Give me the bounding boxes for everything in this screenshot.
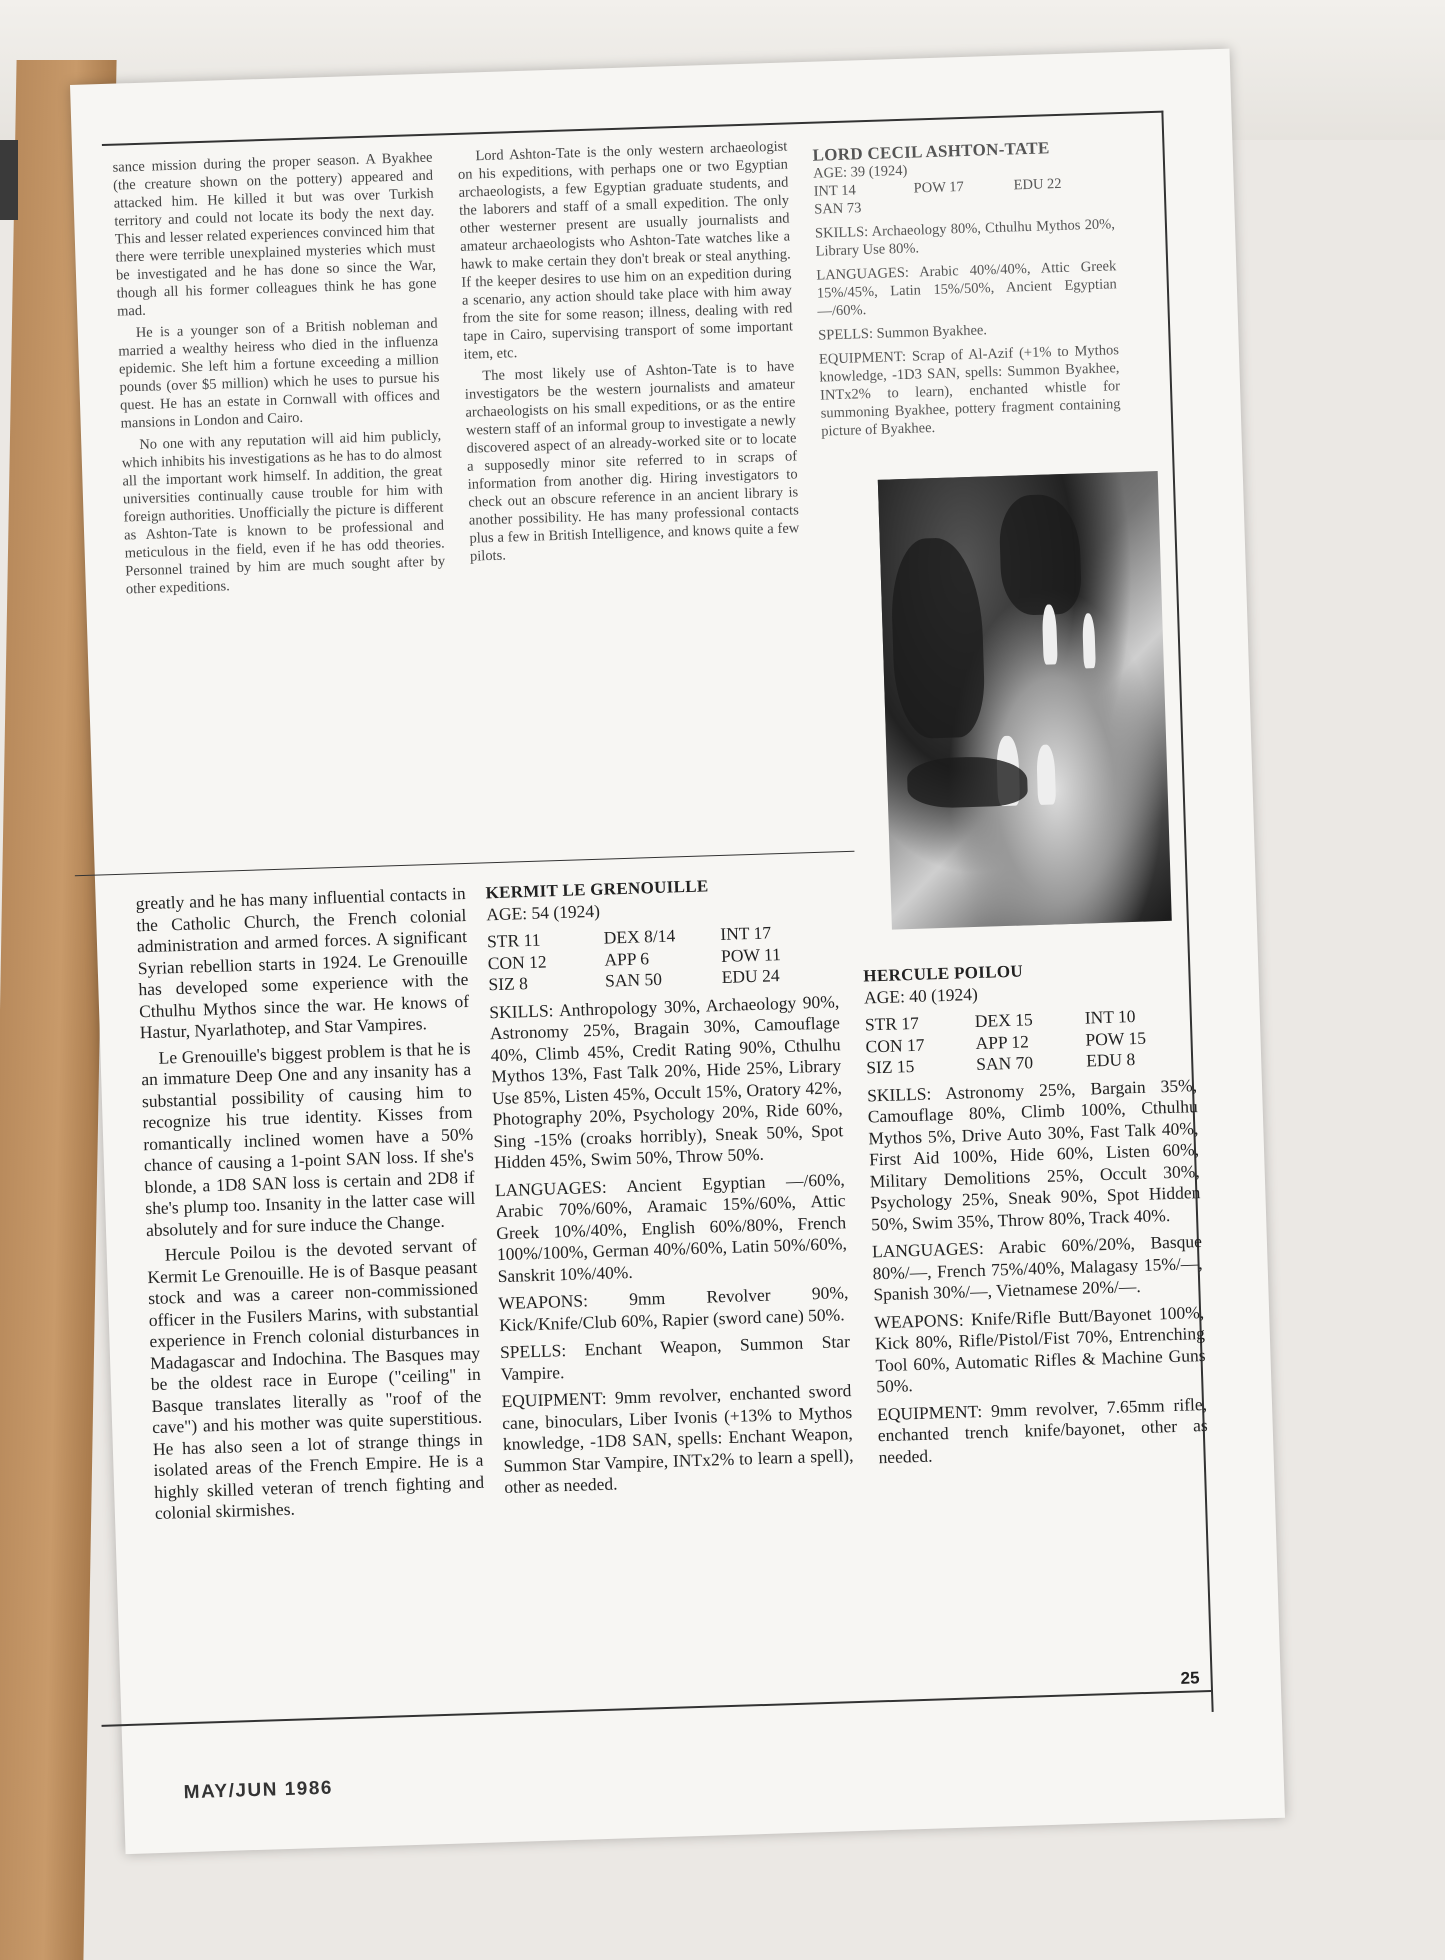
stat: POW 15 <box>1085 1027 1147 1050</box>
stat: INT 10 <box>1084 1005 1136 1028</box>
paragraph: sance mission during the proper season. A Byakhee (the creature shown on the pottery) appeared and attacked him. He killed it but was over Turkish territory and could not locate its body the next day. This and lesser related experiences convinced him that there were terrible unexplained mysteries which must be investigated and he has done so since the War, though all his former colleagues think he has gone mad. <box>112 149 437 320</box>
stat: SIZ 8 <box>488 973 529 995</box>
skills: SKILLS: Archaeology 80%, Cthulhu Mythos 20%, Library Use 80%. <box>814 216 1116 260</box>
hercule-stat-block <box>863 955 1209 1474</box>
magazine-page <box>70 49 1285 1855</box>
kermit-stat-block <box>485 871 854 1504</box>
stat: POW 11 <box>720 943 782 966</box>
equipment: EQUIPMENT: 9mm revolver, enchanted sword cane, binoculars, Liber Ivonis (+13% to Mythos knowledge, -1D8 SAN, spells: Enchant Weapon, Summon Star Vampire, INTx2% to learn a spell), other as needed. <box>501 1380 854 1498</box>
character-age: AGE: 39 (1924) <box>812 162 908 182</box>
page-number: 25 <box>1180 1668 1200 1688</box>
equipment: EQUIPMENT: 9mm revolver, 7.65mm rifle, enchanted trench knife/bayonet, other as needed. <box>876 1393 1208 1467</box>
stat: CON 12 <box>487 950 547 973</box>
issue-date: MAY/JUN 1986 <box>183 1777 334 1804</box>
spells: SPELLS: Enchant Weapon, Summon Star Vampire. <box>499 1331 851 1384</box>
stat: INT 14 <box>813 182 856 200</box>
paragraph: Lord Ashton-Tate is the only western archaeologist on his expeditions, with perhaps one or two Egyptian archaeologists, a few Egyptian graduate students, and the laborers and staff of a small expedition. The only other westerner present are usually journalists and amateur archaeologists who Ashton-Tate watches like a hawk to make certain they don't break or steal anything. If the keeper desires to use him on an expedition during a scenario, any action should take place with him away from the site for some reason; illness, dealing with red tape in Cairo, supervising transport of some important item, etc. <box>457 138 794 363</box>
spells: SPELLS: Summon Byakhee. <box>817 322 988 344</box>
column-2-top <box>457 138 800 570</box>
paragraph: Le Grenouille's biggest problem is that he is an immature Deep One and any insanity has a substantial possibility of causing him to recognize his true identity. Kisses from romantically inclined women have a 50% chance of causing a 1-point SAN loss. If she's blonde, a 1D8 SAN loss is certain and 2D8 if she's plump too. Insanity in the latter case will absolutely and for sure induce the Change. <box>140 1037 476 1240</box>
equipment: EQUIPMENT: Scrap of Al-Azif (+1% to Mythos knowledge, -1D3 SAN, spells: Summon Byakhee, INTx2% to learn), enchanted whistle for summoning Byakhee, pottery fragment containing picture of Byakhee. <box>818 342 1121 440</box>
character-name: LORD CECIL ASHTON-TATE <box>812 138 1050 165</box>
stat: SAN 50 <box>604 968 663 991</box>
stat: STR 11 <box>486 929 541 952</box>
character-name: HERCULE POILOU <box>863 961 1024 986</box>
character-age: AGE: 40 (1924) <box>863 983 979 1008</box>
skills: SKILLS: Astronomy 25%, Bargain 35%, Camouflage 80%, Climb 100%, Cthulhu Mythos 5%, Drive Auto 30%, Fast Talk 40%, First Aid 100%, Hide 60%, Listen 60%, Military Demolitions 25%, Occult 30%, Psychology 25%, Sneak 90%, Spot Hidden 50%, Swim 35%, Throw 80%, Track 40%. <box>866 1074 1201 1234</box>
stat: SIZ 15 <box>865 1055 915 1078</box>
languages: LANGUAGES: Ancient Egyptian —/60%, Arabic 70%/60%, Aramaic 15%/60%, Attic Greek 10%/40%, English 60%/80%, French 100%/100%, German 40%/60%, Latin 50%/60%, Sanskrit 10%/40%. <box>494 1168 848 1286</box>
stat: EDU 22 <box>1013 175 1062 194</box>
stat: DEX 8/14 <box>603 925 676 948</box>
paragraph: greatly and he has many influential contacts in the Catholic Church, the French colonial administration and armed forces. A significant Syrian rebellion starts in 1924. Le Grenouille has developed some experience with the Cthulhu Mythos since the war. He knows of Hastur, Nyarlathotep, and Star Vampires. <box>135 882 470 1043</box>
skills: SKILLS: Anthropology 30%, Archaeology 90%, Astronomy 25%, Bragain 30%, Camouflage 40%, Climb 45%, Credit Rating 90%, Cthulhu Mythos 13%, Fast Talk 20%, Hide 25%, Library Use 85%, Listen 45%, Occult 15%, Oratory 42%, Photography 20%, Psychology 20%, Ride 60%, Sing -15% (croaks horribly), Sneak 50%, Spot Hidden 45%, Swim 50%, Throw 50%. <box>489 990 844 1173</box>
paragraph: He is a younger son of a British nobleman and married a wealthy heiress who died in the influenza epidemic. She left him a fortune exceeding a million pounds (over $5 million) which he uses to pursue his quest. He has an estate in Cornwall with offices and mansions in London and Cairo. <box>118 315 441 432</box>
paragraph: No one with any reputation will aid him publicly, which inhibits his investigations as he has to do almost all the important work himself. In addition, the great universities continually cause trouble for him with foreign authorities. Unofficially the picture is different as Ashton-Tate is known to be professional and meticulous in the field, even if he has odd theories. Personnel trained by him are much sought after by other expeditions. <box>121 427 446 598</box>
column-1-top <box>112 149 446 603</box>
stat: POW 17 <box>913 178 964 197</box>
expedition-photo <box>878 471 1172 930</box>
weapons: WEAPONS: 9mm Revolver 90%, Kick/Knife/Club 60%, Rapier (sword cane) 50%. <box>498 1282 849 1335</box>
column-1-bottom <box>135 883 485 1529</box>
paragraph: Hercule Poilou is the devoted servant of Kermit Le Grenouille. He is of Basque peasant stock and was a career non-commissioned officer in the Fusilers Marins, with substantial experience in French colonial disturbances in Madagascar and Indochina. The Basques may be the oldest race in Europe ("ceiling" in Basque translates literally as "roof of the cave") and his mother was quite superstitious. He has also seen a lot of strange things in isolated areas of the French Empire. He is a highly skilled veteran of trench fighting and colonial skirmishes. <box>147 1234 485 1524</box>
folder-spine <box>0 140 18 220</box>
stat: EDU 8 <box>1085 1049 1136 1071</box>
paragraph: The most likely use of Ashton-Tate is to have investigators be the western journalists and amateur archaeologists on his small expeditions, or as the entire western staff of an informal group to investigate a newly discovered aspect of an already-worked site or to locate a supposedly minor site referred to in scraps of information from another dig. Hiring investigators to check out an obscure reference in an ancient library is another possibility. He has many professional contacts plus a few in British Intelligence, and knows quite a few pilots. <box>464 358 800 565</box>
stat: EDU 24 <box>721 965 780 987</box>
stat: APP 6 <box>604 947 650 970</box>
character-name: KERMIT LE GRENOUILLE <box>485 876 709 903</box>
stat: STR 17 <box>864 1012 920 1035</box>
stat: SAN 73 <box>814 200 862 218</box>
languages: LANGUAGES: Arabic 60%/20%, Basque 80%/—, French 75%/40%, Malagasy 15%/—, Spanish 30%/—, Vietnamese 20%/—. <box>871 1231 1203 1305</box>
stat: SAN 70 <box>975 1052 1034 1075</box>
character-age: AGE: 54 (1924) <box>485 900 601 924</box>
weapons: WEAPONS: Knife/Rifle Butt/Bayonet 100%, Kick 80%, Rifle/Pistol/Fist 70%, Entrenching Tool 60%, Automatic Rifles & Machine Guns 50%. <box>873 1301 1206 1397</box>
stat: APP 12 <box>975 1030 1030 1053</box>
stat: INT 17 <box>720 922 772 944</box>
stat: DEX 15 <box>974 1009 1033 1032</box>
stat: CON 17 <box>865 1034 925 1056</box>
ashton-tate-stat-block <box>812 137 1121 446</box>
languages: LANGUAGES: Arabic 40%/40%, Attic Greek 15%/45%, Latin 15%/50%, Ancient Egyptian —/60%. <box>816 258 1118 320</box>
